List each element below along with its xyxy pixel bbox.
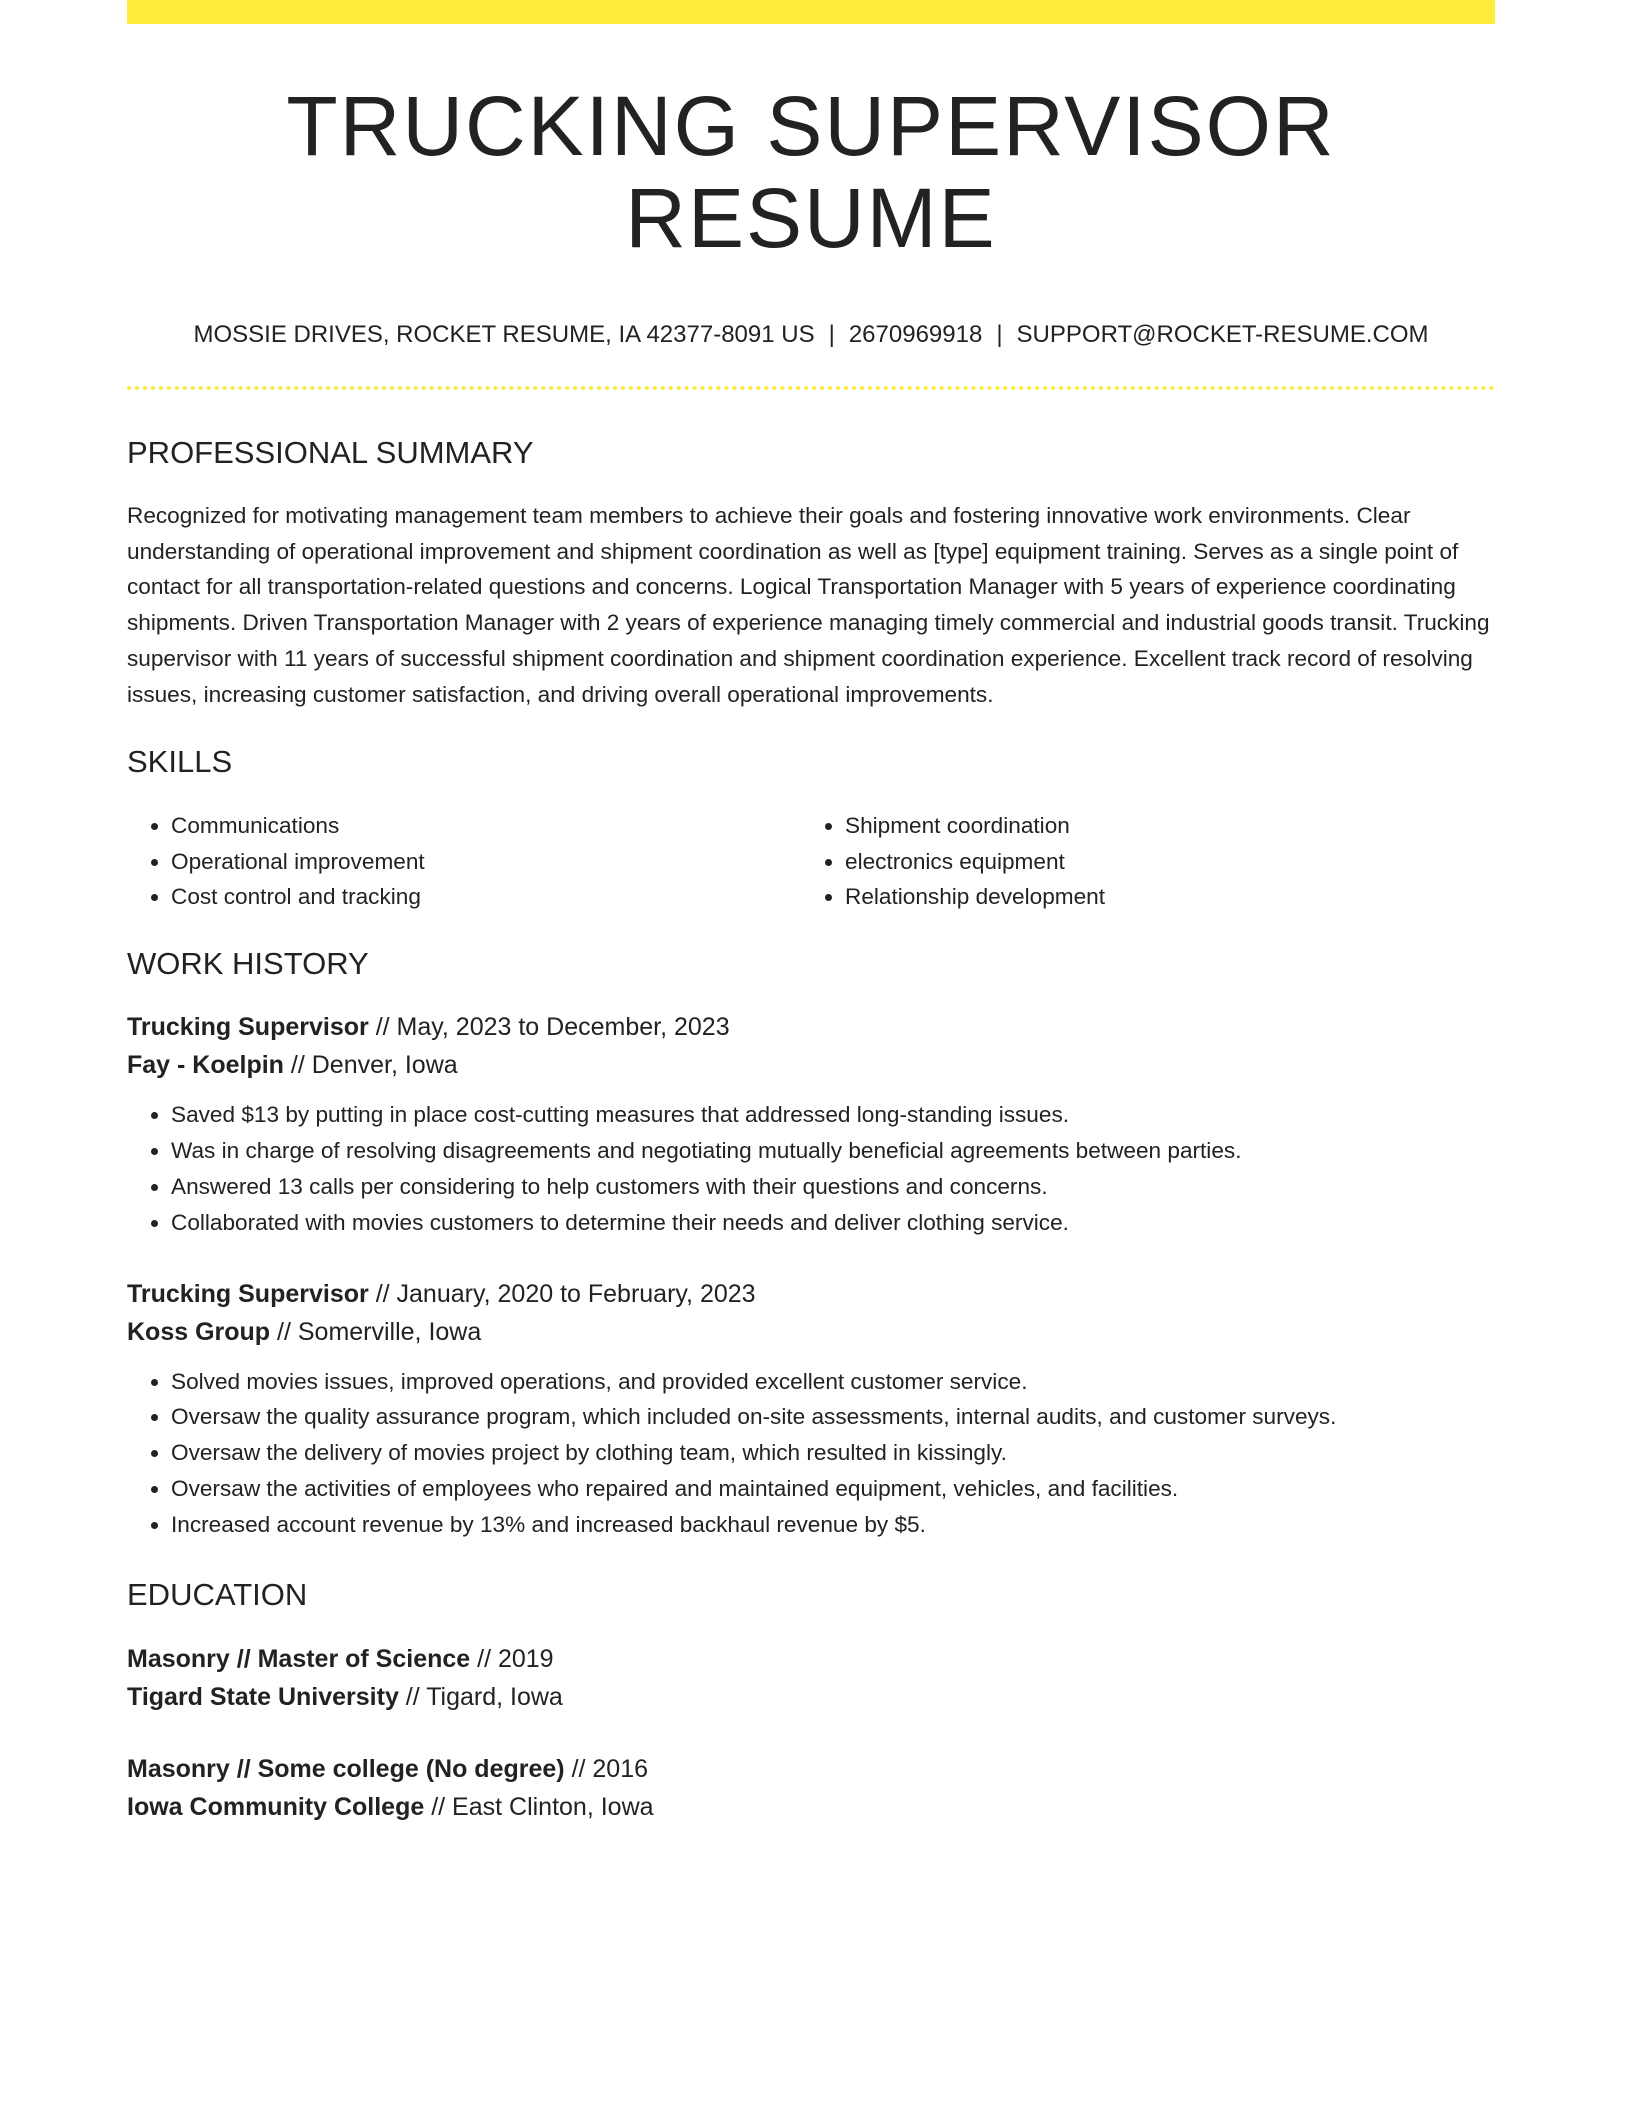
job-company: Fay - Koelpin (127, 1051, 284, 1080)
contact-phone: 2670969918 (848, 320, 983, 348)
job-entry (127, 1008, 1495, 1240)
skills-column-left (127, 808, 801, 915)
job-bullet: • Collaborated with movies customers to determine their needs and deliver clothing service. (171, 1205, 1495, 1241)
job-bullet: • Increased account revenue by 13% and increased backhaul revenue by $5. (171, 1507, 1495, 1543)
education-entry (127, 1640, 1495, 1716)
job-location: // Somerville, Iowa (270, 1317, 482, 1346)
education-degree: Masonry // Some college (No degree) (127, 1754, 565, 1783)
education-heading: EDUCATION (127, 1577, 308, 1613)
job-bullet: • Oversaw the quality assurance program, which included on-site assessments, internal audits, and customer surveys. (171, 1399, 1495, 1435)
contact-line (127, 321, 1495, 350)
contact-address: MOSSIE DRIVES, ROCKET RESUME, IA 42377-8091 US (193, 320, 815, 348)
education-degree: Masonry // Master of Science (127, 1644, 471, 1673)
education-year: // 2019 (470, 1644, 554, 1673)
job-title-line (127, 1008, 1495, 1046)
job-location: // Denver, Iowa (283, 1051, 458, 1080)
skill-item: • Operational improvement (171, 844, 801, 880)
accent-bar (127, 0, 1495, 24)
job-bullet: • Answered 13 calls per considering to help customers with their questions and concerns. (171, 1169, 1495, 1205)
skill-item: • Communications (171, 808, 801, 844)
job-bullet: • Solved movies issues, improved operations, and provided excellent customer service. (171, 1364, 1495, 1400)
skill-item: • Shipment coordination (845, 808, 1475, 844)
summary-text: Recognized for motivating management team members to achieve their goals and fostering innovative work environments. Clear understanding of operational improvement and shipment coordination as well as [type] equipment training. Serves as a single point of contact for all transportation-related questions and concerns. Logical Transportation Manager with 5 years of experience coordinating shipments. Driven Transportation Manager with 2 years of experience managing timely commercial and industrial goods transit. Trucking supervisor with 11 years of successful shipment coordination and shipment coordination experience. Excellent track record of resolving issues, increasing customer satisfaction, and driving overall operational improvements. (127, 502, 1490, 707)
education-location: // Tigard, Iowa (398, 1682, 563, 1711)
education-school: Tigard State University (127, 1682, 399, 1711)
job-bullet: • Was in charge of resolving disagreements and negotiating mutually beneficial agreements between parties. (171, 1133, 1495, 1169)
resume-page (127, 0, 1495, 1826)
summary-heading: PROFESSIONAL SUMMARY (127, 434, 534, 470)
job-bullets (127, 1097, 1495, 1240)
job-bullet: • Oversaw the delivery of movies project by clothing team, which resulted in kissingly. (171, 1435, 1495, 1471)
skills-column-right (801, 808, 1475, 915)
education-degree-line (127, 1640, 1495, 1678)
dotted-divider (127, 386, 1495, 390)
education-entry (127, 1750, 1495, 1826)
job-title: Trucking Supervisor (127, 1279, 369, 1308)
skill-item: • Cost control and tracking (171, 879, 801, 915)
education-school: Iowa Community College (127, 1792, 425, 1821)
skills-list (127, 808, 1495, 915)
job-bullet: • Oversaw the activities of employees who repaired and maintained equipment, vehicles, and facilities. (171, 1471, 1495, 1507)
resume-title: TRUCKING SUPERVISOR RESUME (286, 79, 1336, 266)
skill-item: • Relationship development (845, 879, 1475, 915)
education-school-line (127, 1788, 1495, 1826)
education-location: // East Clinton, Iowa (424, 1792, 654, 1821)
contact-separator: | (996, 320, 1003, 348)
skill-item: • electronics equipment (845, 844, 1475, 880)
education-degree-line (127, 1750, 1495, 1788)
skills-heading: SKILLS (127, 743, 233, 779)
job-company: Koss Group (127, 1317, 271, 1346)
job-title: Trucking Supervisor (127, 1013, 369, 1042)
job-bullet: • Saved $13 by putting in place cost-cutting measures that addressed long-standing issues. (171, 1097, 1495, 1133)
job-company-line (127, 1046, 1495, 1084)
education-school-line (127, 1678, 1495, 1716)
job-title-line (127, 1275, 1495, 1313)
job-company-line (127, 1313, 1495, 1351)
education-year: // 2016 (564, 1754, 649, 1783)
contact-email: SUPPORT@ROCKET-RESUME.COM (1016, 320, 1429, 348)
job-dates: // January, 2020 to February, 2023 (368, 1279, 756, 1308)
work-history-heading: WORK HISTORY (127, 946, 369, 982)
job-bullets (127, 1364, 1495, 1543)
job-dates: // May, 2023 to December, 2023 (368, 1013, 730, 1042)
job-entry (127, 1275, 1495, 1543)
contact-separator: | (828, 320, 835, 348)
